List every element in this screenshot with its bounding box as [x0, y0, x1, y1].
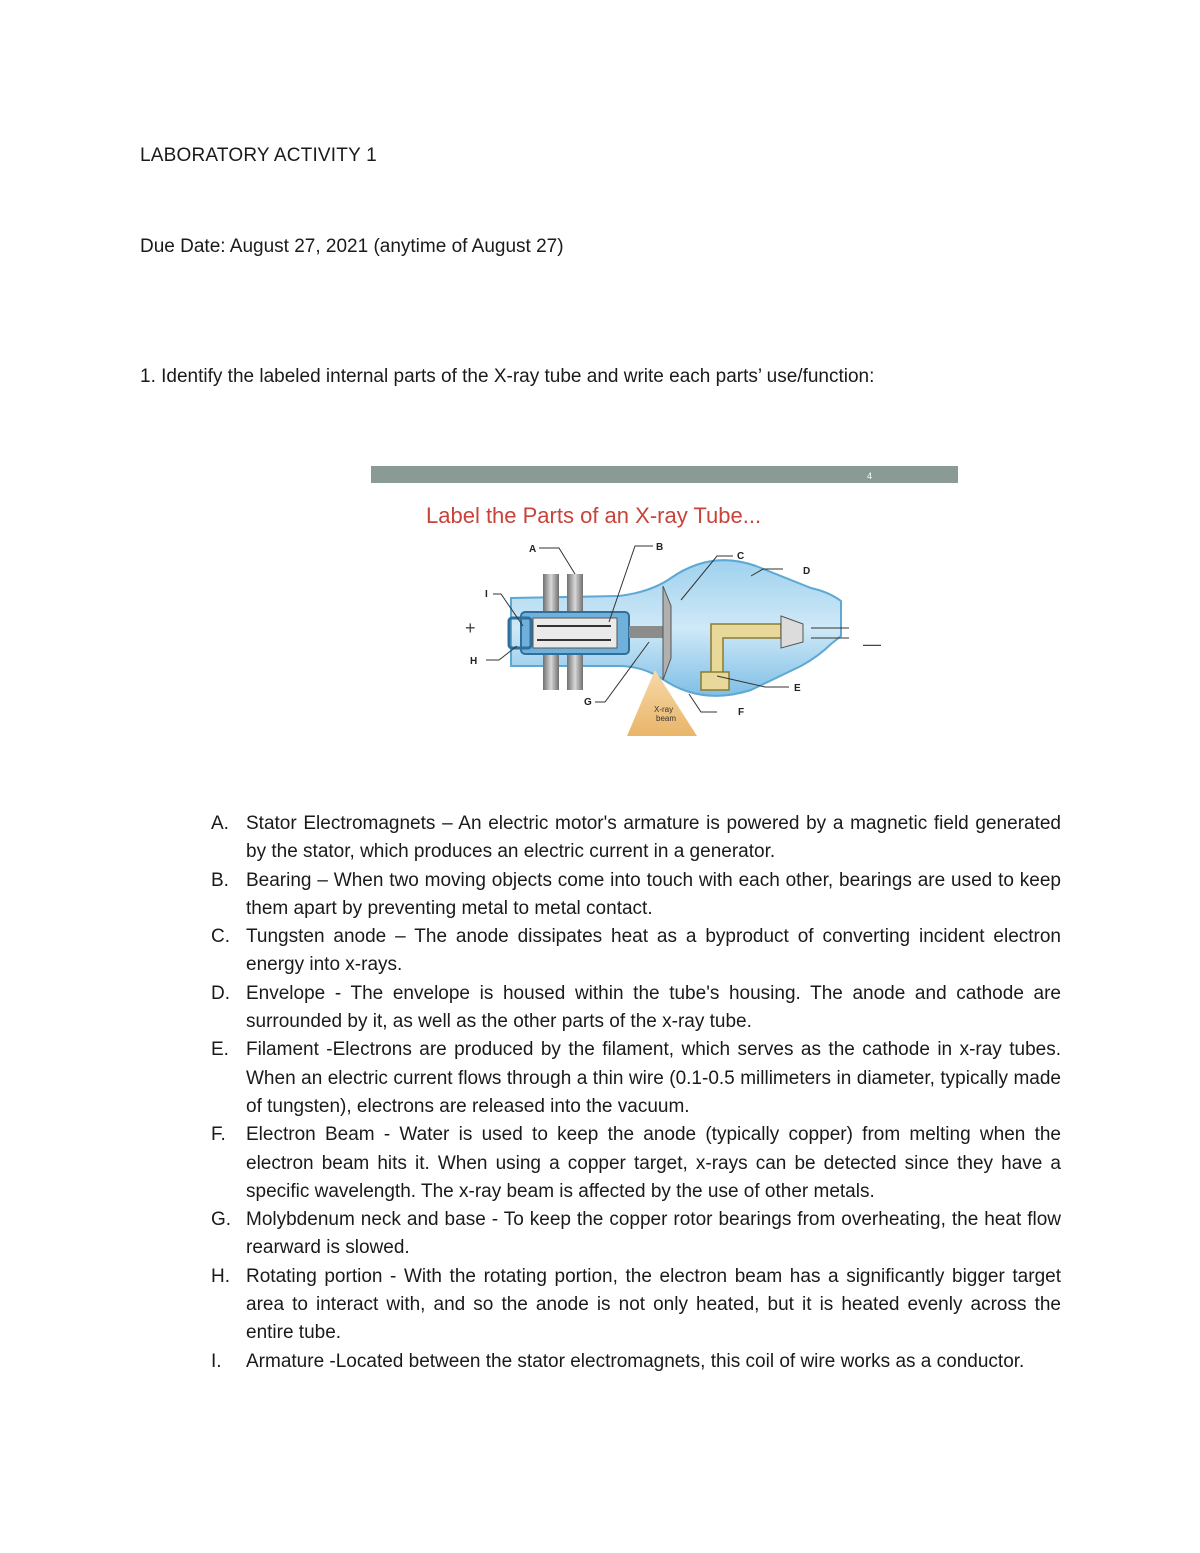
label-a: A — [529, 544, 537, 555]
rotor-armature — [509, 612, 629, 654]
item-text: Bearing – When two moving objects come into touch with each other, bearings are used to keep them apart by preventing metal to metal contact. — [246, 869, 1061, 919]
list-item — [211, 810, 1061, 867]
item-text: Armature -Located between the stator electromagnets, this coil of wire works as a conductor. — [246, 1350, 1025, 1372]
item-text: Rotating portion - With the rotating portion, the electron beam has a significantly bigger target area to interact with, and so the anode is not only heated, but it is heated evenly across the entire tube. — [246, 1265, 1061, 1344]
list-item — [211, 1121, 1061, 1206]
list-item — [211, 1036, 1061, 1121]
answer-list — [211, 810, 1061, 1376]
label-h: H — [470, 656, 478, 667]
item-text: Molybdenum neck and base - To keep the copper rotor bearings from overheating, the heat flow rearward is slowed. — [246, 1209, 1061, 1259]
item-letter: G. — [211, 1209, 232, 1231]
item-text: Envelope - The envelope is housed within the tube's housing. The anode and cathode are surrounded by it, as well as the other parts of the x-ray tube. — [246, 982, 1061, 1033]
label-f: F — [738, 707, 745, 718]
item-text: Tungsten anode – The anode dissipates heat as a byproduct of converting incident electron energy into x-rays. — [246, 926, 1061, 976]
label-b: B — [656, 542, 664, 553]
due-date: Due Date: August 27, 2021 (anytime of August 27) — [140, 236, 564, 257]
xray-tube-figure — [371, 466, 958, 741]
item-text: Electron Beam - Water is used to keep the anode (typically copper) from melting when the electron beam hits it. When using a copper target, x-rays can be detected since they have a specific wavelength. The x-ray beam is affected by the use of other metals. — [246, 1124, 1061, 1202]
label-e: E — [794, 683, 801, 694]
document-heading: LABORATORY ACTIVITY 1 — [140, 145, 377, 166]
question-text: 1. Identify the labeled internal parts of the X-ray tube and write each parts’ use/function: — [140, 366, 875, 387]
label-i: I — [485, 589, 488, 600]
minus-sign: — — [863, 634, 881, 654]
list-item — [211, 1348, 1061, 1376]
svg-text:X-ray: X-ray — [654, 705, 674, 714]
item-letter: H. — [211, 1265, 230, 1287]
item-text: Filament -Electrons are produced by the filament, which serves as the cathode in x-ray tubes. When an electric current flows through a thin wire (0.1-0.5 millimeters in diameter, typically made of tungsten), electrons are released into the vacuum. — [246, 1039, 1061, 1117]
plus-sign: + — [465, 618, 476, 638]
item-letter: D. — [211, 982, 230, 1004]
item-letter: E. — [211, 1039, 229, 1061]
svg-text:beam: beam — [656, 714, 677, 723]
list-item — [211, 867, 1061, 924]
item-letter: B. — [211, 869, 229, 891]
slide-number: 4 — [867, 471, 873, 481]
item-letter: A. — [211, 813, 229, 834]
item-letter: C. — [211, 926, 230, 948]
label-c: C — [737, 551, 745, 562]
list-item — [211, 923, 1061, 980]
list-item — [211, 980, 1061, 1037]
figure-title: Label the Parts of an X-ray Tube... — [426, 503, 762, 528]
list-item — [211, 1206, 1061, 1263]
list-item — [211, 1263, 1061, 1348]
item-text: Stator Electromagnets – An electric motor's armature is powered by a magnetic field generated by the stator, which produces an electric current in a generator. — [246, 813, 1061, 863]
label-g: G — [584, 697, 592, 708]
label-d: D — [803, 566, 811, 577]
item-letter: I. — [211, 1350, 222, 1372]
item-letter: F. — [211, 1124, 226, 1146]
